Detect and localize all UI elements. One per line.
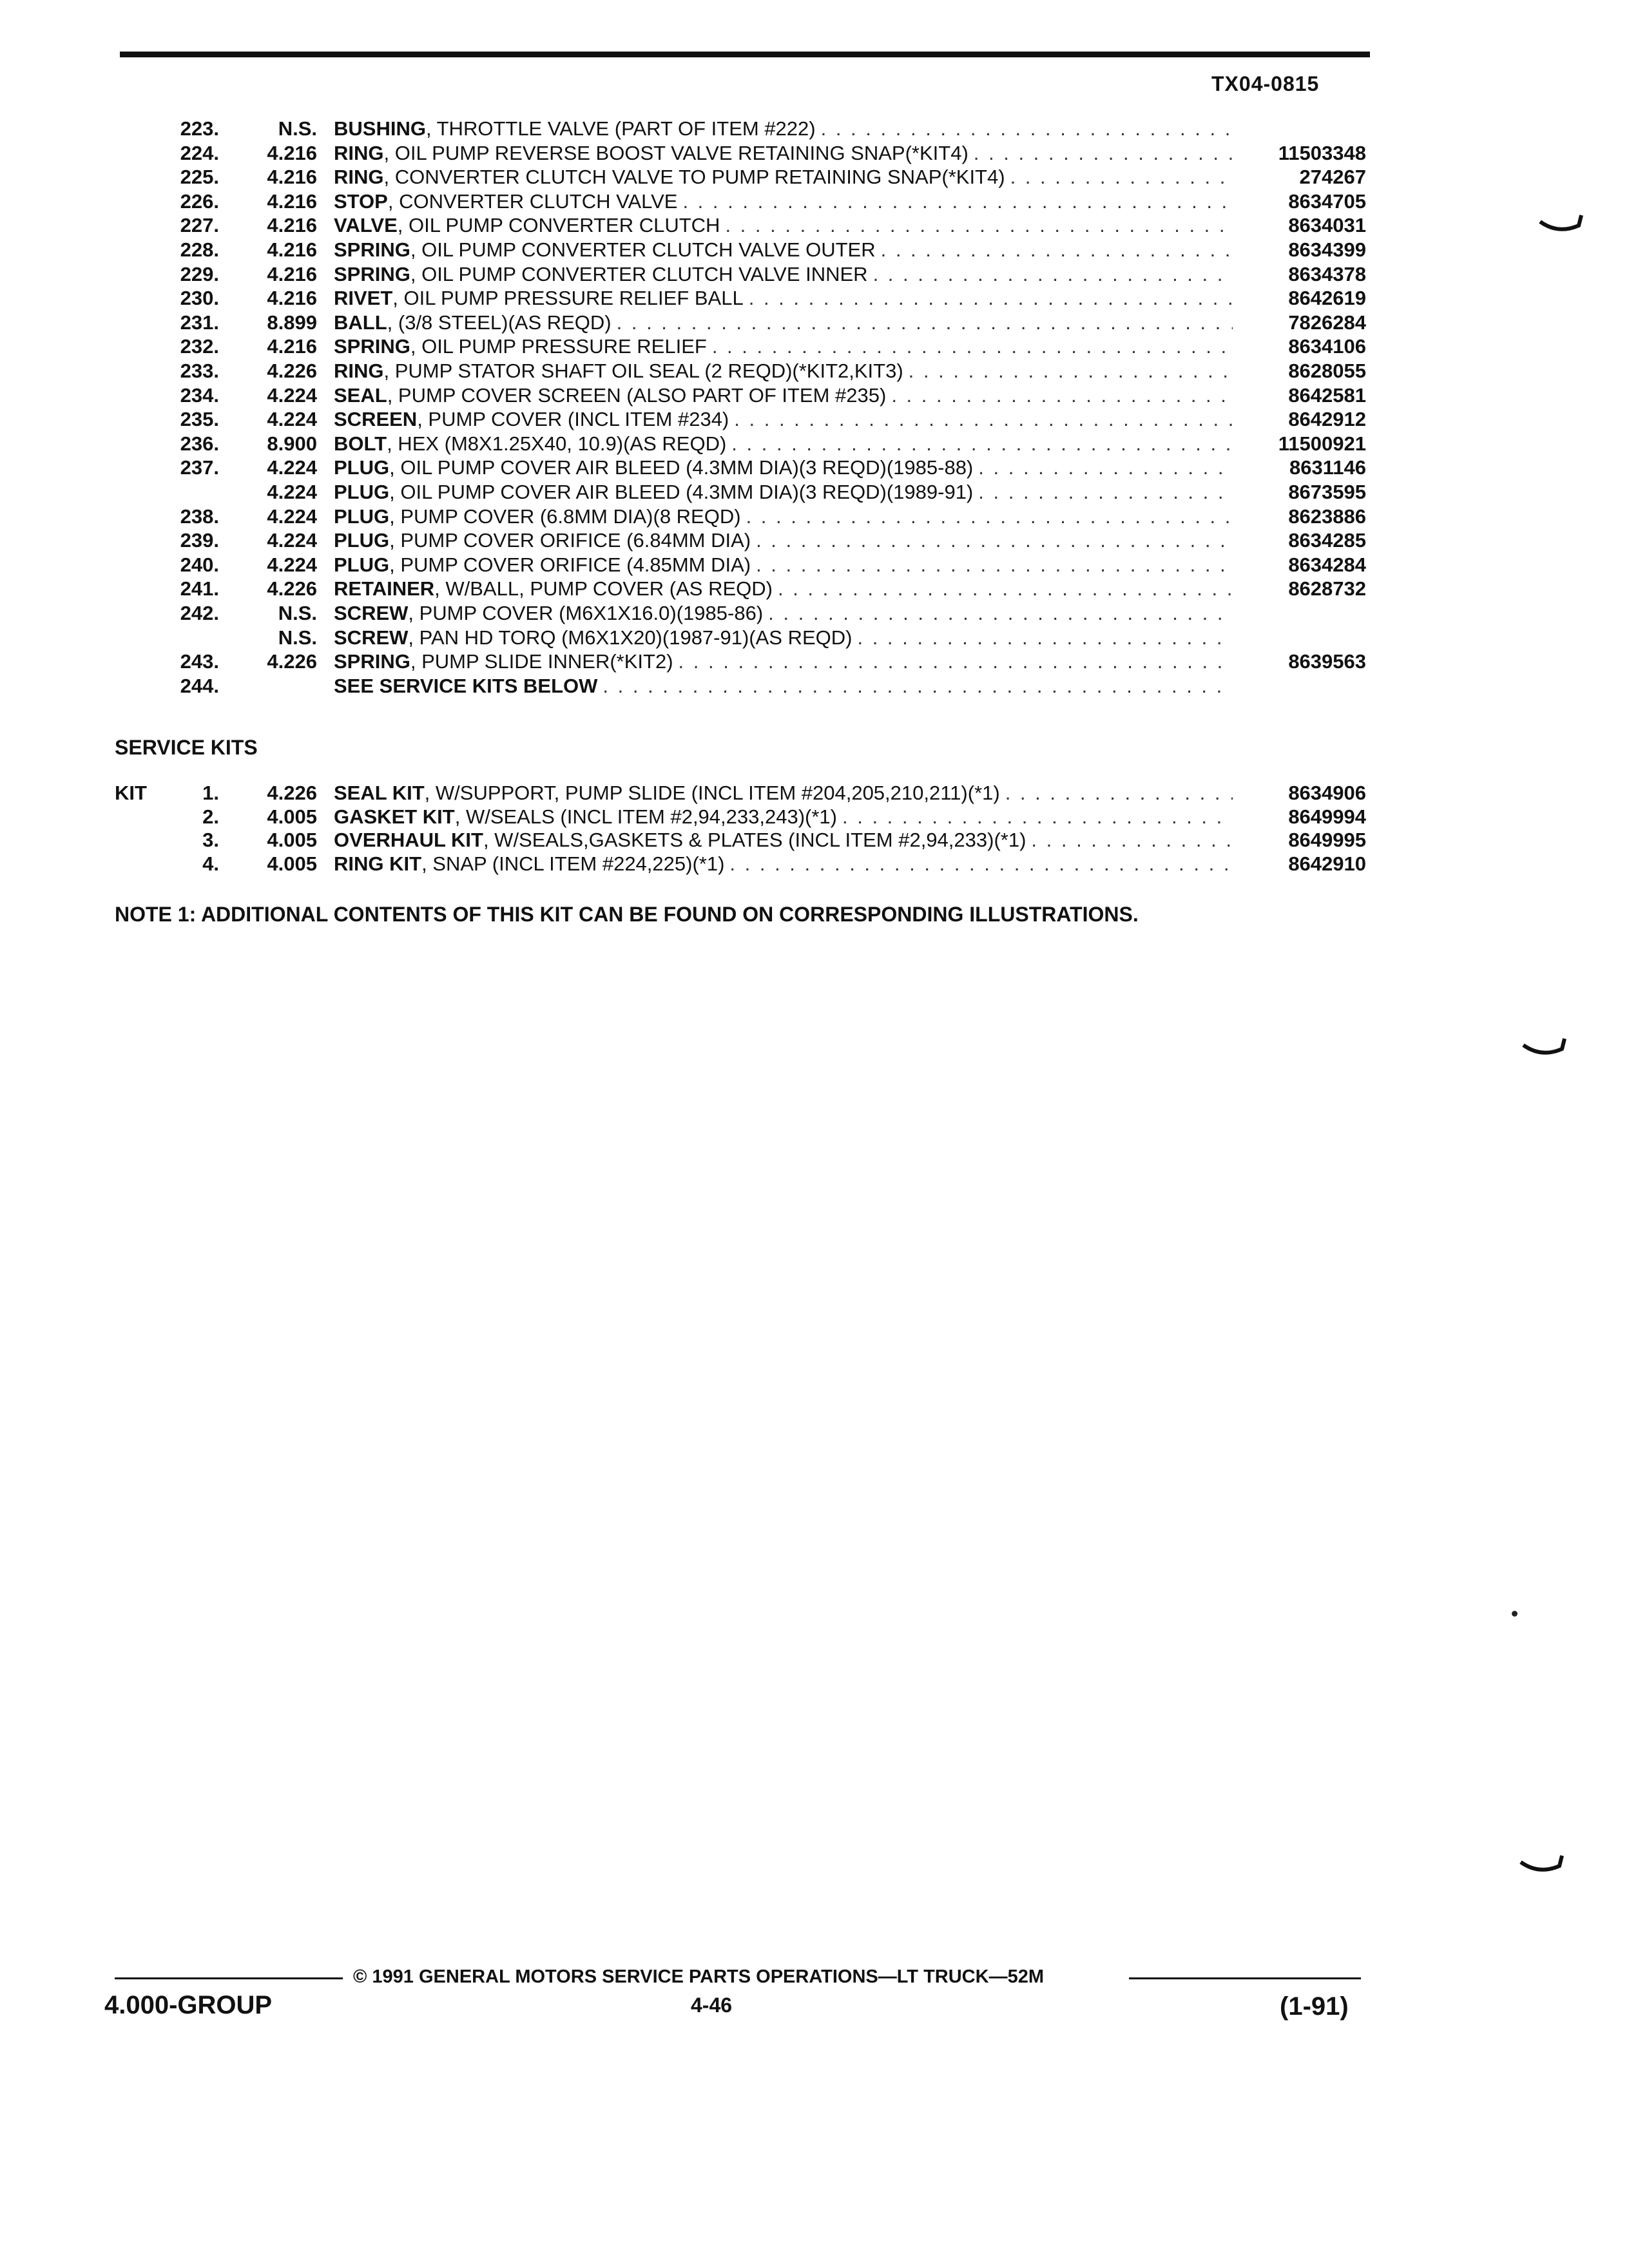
part-number: 8649994 — [1288, 805, 1366, 828]
part-description: , W/SEALS (INCL ITEM #2,94,233,243)(*1) — [454, 805, 837, 828]
description — [334, 601, 763, 625]
description-cell — [334, 141, 1233, 165]
part-name: SEAL KIT — [334, 782, 425, 804]
part-number: 8631146 — [1289, 456, 1366, 479]
part-name: SPRING — [334, 650, 410, 673]
description — [334, 674, 597, 698]
description-cell — [334, 262, 1233, 286]
part-name: BUSHING — [334, 117, 426, 140]
description — [334, 505, 741, 528]
dot-leader — [778, 577, 1233, 601]
group-number: 4.226 — [267, 650, 317, 673]
part-number: 8642619 — [1288, 287, 1366, 310]
binder-mark-icon — [1539, 213, 1584, 232]
part-number: 8649995 — [1288, 829, 1366, 851]
part-name: PLUG — [334, 456, 390, 479]
description — [334, 528, 751, 552]
part-description: , SNAP (INCL ITEM #224,225)(*1) — [421, 852, 725, 875]
dot-leader — [712, 334, 1233, 358]
group-number: 4.216 — [267, 335, 317, 358]
description — [334, 117, 816, 140]
part-name: RING — [334, 141, 384, 164]
part-description: , OIL PUMP PRESSURE RELIEF BALL — [392, 287, 744, 310]
group-number: N.S. — [278, 602, 317, 624]
description — [334, 311, 612, 334]
part-number: 8634906 — [1288, 782, 1366, 804]
service-kits-heading: SERVICE KITS — [115, 736, 258, 759]
group-number: 4.216 — [267, 238, 317, 261]
parts-row — [0, 383, 1629, 407]
group-number: 4.226 — [267, 577, 317, 601]
description — [334, 480, 973, 504]
dot-leader — [679, 649, 1233, 673]
part-number: 11503348 — [1278, 141, 1366, 164]
parts-row — [0, 238, 1629, 262]
dot-leader — [731, 432, 1233, 456]
dot-leader — [729, 852, 1233, 876]
part-description: , OIL PUMP PRESSURE RELIEF — [410, 335, 707, 358]
description-cell — [334, 828, 1233, 852]
part-name: PLUG — [334, 481, 390, 503]
dot-leader — [857, 626, 1233, 649]
dot-leader — [873, 262, 1233, 286]
group-number: N.S. — [278, 117, 317, 140]
item-number: 244. — [180, 674, 219, 697]
part-description: , PUMP COVER ORIFICE (6.84MM DIA) — [389, 529, 751, 552]
part-number: 8639563 — [1288, 650, 1366, 673]
note: NOTE 1: ADDITIONAL CONTENTS OF THIS KIT CAN BE FOUND ON CORRESPONDING ILLUSTRATIONS. — [115, 903, 1139, 926]
part-description: , OIL PUMP CONVERTER CLUTCH — [397, 214, 720, 237]
dot-leader — [821, 117, 1233, 140]
part-name: SPRING — [334, 262, 410, 285]
part-name: SPRING — [334, 335, 410, 358]
parts-row — [0, 480, 1629, 504]
dot-leader — [756, 528, 1233, 552]
description-cell — [334, 601, 1233, 625]
description-cell — [334, 480, 1233, 504]
parts-row — [0, 311, 1629, 334]
part-name: OVERHAUL KIT — [334, 829, 483, 851]
dot-leader — [974, 141, 1233, 165]
part-number: 274267 — [1299, 166, 1366, 189]
part-description: , W/BALL, PUMP COVER (AS REQD) — [434, 577, 773, 601]
description — [334, 189, 677, 213]
part-number: 8673595 — [1288, 481, 1366, 503]
part-name: VALVE — [334, 214, 398, 237]
part-description: , (3/8 STEEL)(AS REQD) — [387, 311, 612, 334]
description — [334, 141, 969, 165]
group-number: 4.216 — [267, 141, 317, 164]
part-description: , PUMP SLIDE INNER(*KIT2) — [410, 650, 673, 673]
description-cell — [334, 334, 1233, 358]
item-number: 243. — [180, 650, 219, 673]
parts-row — [0, 262, 1629, 286]
dot-leader — [842, 805, 1233, 829]
group-number: 4.224 — [267, 505, 317, 528]
group-number: 4.224 — [267, 408, 317, 431]
dot-leader — [909, 359, 1233, 383]
part-description: , OIL PUMP CONVERTER CLUTCH VALVE OUTER — [410, 238, 876, 261]
description-cell — [334, 528, 1233, 552]
item-number: 242. — [180, 602, 219, 624]
parts-row — [0, 577, 1629, 601]
part-name: RING — [334, 166, 384, 189]
part-number: 8623886 — [1288, 505, 1366, 528]
footer-rule-left — [115, 1977, 343, 1979]
dot-leader — [891, 383, 1233, 407]
item-number: 229. — [180, 262, 219, 285]
part-name: SCREEN — [334, 408, 418, 431]
description-cell — [334, 456, 1233, 479]
parts-row — [0, 528, 1629, 552]
part-number: 8642912 — [1288, 408, 1366, 431]
dot-leader — [1010, 165, 1233, 189]
part-number: 8634284 — [1288, 553, 1366, 576]
description-cell — [334, 165, 1233, 189]
speck — [1512, 1611, 1518, 1617]
part-number: 8634285 — [1288, 529, 1366, 552]
item-number: 237. — [180, 456, 219, 479]
group-number: 4.216 — [267, 189, 317, 213]
group-number: 4.005 — [267, 852, 317, 875]
part-name: PLUG — [334, 529, 390, 552]
item-number: 1. — [202, 782, 219, 804]
parts-row — [0, 165, 1629, 189]
part-description: , HEX (M8X1.25X40, 10.9)(AS REQD) — [387, 432, 727, 455]
part-number: 8634106 — [1288, 335, 1366, 358]
footer-rule-right — [1129, 1977, 1361, 1979]
part-name: SEAL — [334, 383, 387, 407]
parts-row — [0, 626, 1629, 649]
footer-page-number: 4-46 — [691, 1994, 733, 2017]
description — [334, 334, 707, 358]
description-cell — [334, 407, 1233, 431]
part-name: SCREW — [334, 626, 409, 649]
description — [334, 432, 726, 456]
group-number: 8.900 — [267, 432, 317, 455]
description — [334, 577, 773, 601]
description — [334, 383, 886, 407]
group-number: 8.899 — [267, 311, 317, 334]
group-number: 4.216 — [267, 166, 317, 189]
description — [334, 456, 973, 479]
part-number: 7826284 — [1288, 311, 1366, 334]
part-description: , PUMP COVER (M6X1X16.0)(1985-86) — [408, 602, 764, 624]
description — [334, 359, 903, 383]
part-number: 8634399 — [1288, 238, 1366, 261]
dot-leader — [768, 601, 1233, 625]
part-description: , PUMP COVER (INCL ITEM #234) — [417, 408, 729, 431]
group-number: 4.216 — [267, 262, 317, 285]
part-description: , OIL PUMP COVER AIR BLEED (4.3MM DIA)(3 REQD)(1985-88) — [389, 456, 974, 479]
dot-leader — [1005, 781, 1233, 805]
description — [334, 805, 837, 829]
dot-leader — [725, 213, 1233, 237]
description-cell — [334, 626, 1233, 649]
part-name: BOLT — [334, 432, 387, 455]
description-cell — [334, 286, 1233, 310]
part-name: RETAINER — [334, 577, 435, 601]
item-number: 4. — [202, 852, 219, 875]
item-number: 230. — [180, 287, 219, 310]
binder-mark-icon — [1519, 1854, 1565, 1874]
description-cell — [334, 674, 1233, 698]
dot-leader — [1031, 828, 1233, 852]
item-number: 240. — [180, 553, 219, 576]
item-number: 223. — [180, 117, 219, 140]
description — [334, 213, 720, 237]
group-number: 4.224 — [267, 529, 317, 552]
part-number: 11500921 — [1278, 432, 1366, 455]
description-cell — [334, 432, 1233, 456]
group-number: N.S. — [278, 626, 317, 649]
item-number: 236. — [180, 432, 219, 455]
footer-group: 4.000-GROUP — [104, 1991, 273, 2019]
kit-label: KIT — [115, 782, 147, 804]
parts-row — [0, 407, 1629, 431]
item-number: 231. — [180, 311, 219, 334]
part-number: 8642910 — [1288, 852, 1366, 875]
group-number: 4.005 — [267, 829, 317, 851]
dot-leader — [749, 286, 1233, 310]
dot-leader — [682, 189, 1233, 213]
parts-row — [0, 553, 1629, 577]
group-number: 4.224 — [267, 553, 317, 576]
group-number: 4.226 — [267, 360, 317, 382]
parts-row — [0, 456, 1629, 479]
kit-row — [0, 805, 1629, 829]
part-description: , THROTTLE VALVE (PART OF ITEM #222) — [425, 117, 816, 140]
item-number: 227. — [180, 214, 219, 237]
parts-row — [0, 286, 1629, 310]
item-number: 2. — [202, 805, 219, 828]
part-number: 8628055 — [1288, 360, 1366, 382]
description — [334, 649, 673, 673]
description-cell — [334, 852, 1233, 876]
description-cell — [334, 383, 1233, 407]
description-cell — [334, 311, 1233, 334]
item-number: 224. — [180, 141, 219, 164]
item-number: 235. — [180, 408, 219, 431]
description-cell — [334, 189, 1233, 213]
part-name: STOP — [334, 189, 388, 213]
part-description: , OIL PUMP CONVERTER CLUTCH VALVE INNER — [410, 262, 868, 285]
group-number: 4.224 — [267, 481, 317, 503]
part-name: PLUG — [334, 553, 390, 576]
dot-leader — [617, 311, 1233, 334]
footer-date: (1-91) — [1280, 1992, 1349, 2021]
description — [334, 626, 852, 649]
item-number: 234. — [180, 383, 219, 407]
description-cell — [334, 781, 1233, 805]
part-number: 8634031 — [1288, 214, 1366, 237]
part-description: , OIL PUMP COVER AIR BLEED (4.3MM DIA)(3 REQD)(1989-91) — [389, 481, 974, 503]
description — [334, 286, 744, 310]
part-number: 8634378 — [1288, 262, 1366, 285]
top-rule — [120, 52, 1370, 57]
description — [334, 553, 751, 577]
part-name: RIVET — [334, 287, 393, 310]
description-cell — [334, 238, 1233, 262]
dot-leader — [978, 480, 1233, 504]
parts-row — [0, 213, 1629, 237]
dot-leader — [756, 553, 1233, 577]
item-number: 239. — [180, 529, 219, 552]
description-cell — [334, 649, 1233, 673]
item-number: 241. — [180, 577, 219, 601]
part-description: , CONVERTER CLUTCH VALVE — [387, 189, 678, 213]
parts-row — [0, 432, 1629, 456]
dot-leader — [734, 407, 1233, 431]
footer-copyright: © 1991 GENERAL MOTORS SERVICE PARTS OPERATIONS—LT TRUCK—52M — [353, 1966, 1044, 1987]
description — [334, 407, 729, 431]
part-name: RING — [334, 360, 384, 382]
part-name: SCREW — [334, 602, 409, 624]
part-description: , PUMP COVER ORIFICE (4.85MM DIA) — [389, 553, 751, 576]
part-description: , OIL PUMP REVERSE BOOST VALVE RETAINING SNAP(*KIT4) — [383, 141, 969, 164]
kit-row — [0, 781, 1629, 805]
item-number: 232. — [180, 335, 219, 358]
part-description: , PUMP COVER SCREEN (ALSO PART OF ITEM #235) — [387, 383, 887, 407]
description — [334, 781, 1000, 805]
part-name: RING KIT — [334, 852, 422, 875]
item-number: 228. — [180, 238, 219, 261]
kit-row — [0, 852, 1629, 876]
part-name: SPRING — [334, 238, 410, 261]
item-number: 3. — [202, 829, 219, 851]
description — [334, 165, 1005, 189]
document-code: TX04-0815 — [1211, 72, 1320, 95]
parts-row — [0, 334, 1629, 358]
item-number: 226. — [180, 189, 219, 213]
parts-row — [0, 141, 1629, 165]
part-name: SEE SERVICE KITS BELOW — [334, 674, 598, 697]
part-description: , PAN HD TORQ (M6X1X20)(1987-91)(AS REQD) — [408, 626, 853, 649]
description-cell — [334, 505, 1233, 528]
part-description: , PUMP STATOR SHAFT OIL SEAL (2 REQD)(*KIT2,KIT3) — [383, 360, 903, 382]
description-cell — [334, 805, 1233, 829]
part-number: 8628732 — [1288, 577, 1366, 601]
description-cell — [334, 213, 1233, 237]
group-number: 4.216 — [267, 214, 317, 237]
item-number: 233. — [180, 360, 219, 382]
parts-row — [0, 505, 1629, 528]
item-number: 225. — [180, 166, 219, 189]
part-name: PLUG — [334, 505, 390, 528]
part-description: , W/SUPPORT, PUMP SLIDE (INCL ITEM #204,205,210,211)(*1) — [424, 782, 1000, 804]
description-cell — [334, 553, 1233, 577]
dot-leader — [978, 456, 1233, 479]
group-number: 4.005 — [267, 805, 317, 828]
dot-leader — [602, 674, 1233, 698]
parts-row — [0, 674, 1629, 698]
part-description: , CONVERTER CLUTCH VALVE TO PUMP RETAINING SNAP(*KIT4) — [383, 166, 1005, 189]
parts-row — [0, 601, 1629, 625]
part-number: 8642581 — [1288, 383, 1366, 407]
part-description: , W/SEALS,GASKETS & PLATES (INCL ITEM #2,94,233)(*1) — [483, 829, 1027, 851]
binder-mark-icon — [1522, 1037, 1567, 1057]
part-number: 8634705 — [1288, 189, 1366, 213]
kit-row — [0, 828, 1629, 852]
description — [334, 262, 868, 286]
item-number: 238. — [180, 505, 219, 528]
parts-row — [0, 189, 1629, 213]
description — [334, 238, 876, 262]
group-number: 4.216 — [267, 287, 317, 310]
dot-leader — [746, 505, 1233, 528]
description-cell — [334, 577, 1233, 601]
description-cell — [334, 359, 1233, 383]
description — [334, 852, 724, 876]
part-name: GASKET KIT — [334, 805, 455, 828]
part-name: BALL — [334, 311, 387, 334]
description — [334, 828, 1026, 852]
group-number: 4.224 — [267, 456, 317, 479]
group-number: 4.224 — [267, 383, 317, 407]
parts-row — [0, 117, 1629, 140]
group-number: 4.226 — [267, 782, 317, 804]
dot-leader — [881, 238, 1233, 262]
parts-row — [0, 359, 1629, 383]
description-cell — [334, 117, 1233, 140]
part-description: , PUMP COVER (6.8MM DIA)(8 REQD) — [389, 505, 741, 528]
parts-row — [0, 649, 1629, 673]
